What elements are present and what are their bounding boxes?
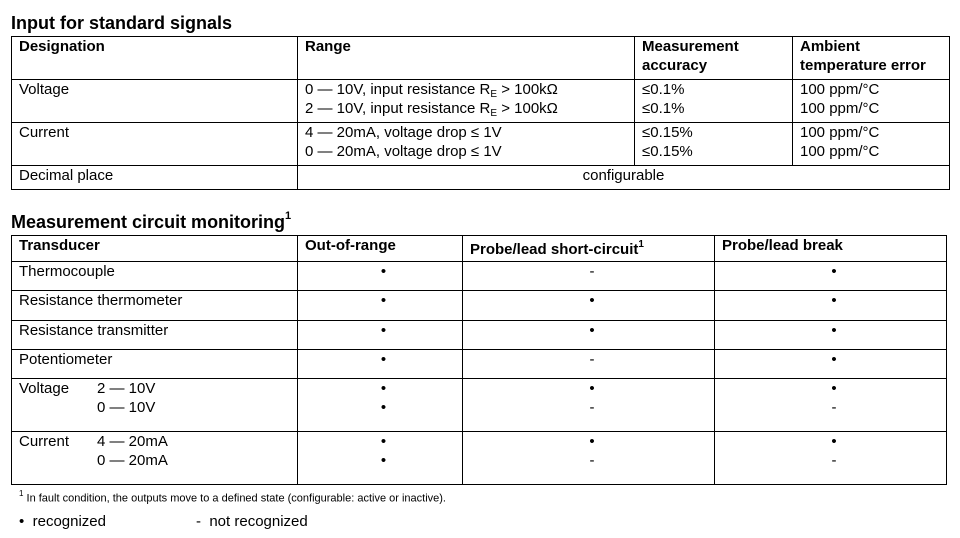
section-title-circuit-monitoring bbox=[11, 212, 291, 233]
current-accuracy-1: ≤0.15% bbox=[642, 124, 693, 141]
table-row bbox=[12, 291, 947, 321]
transducer-resistance-transmitter: Resistance transmitter bbox=[12, 321, 298, 350]
transducer-current bbox=[12, 432, 298, 485]
mark-out-of-range: • bbox=[380, 263, 387, 280]
header-designation: Designation bbox=[12, 37, 298, 80]
transducer-potentiometer: Potentiometer bbox=[12, 350, 298, 379]
cell-voltage-accuracy bbox=[635, 80, 793, 123]
standard-signals-table bbox=[11, 36, 950, 190]
footnote-ref: 1 bbox=[638, 239, 644, 250]
table-row bbox=[12, 321, 947, 350]
current-temp-2: 100 ppm/°C bbox=[800, 143, 880, 160]
cell-decimal-label: Decimal place bbox=[12, 166, 298, 190]
circuit-monitoring-table bbox=[11, 235, 947, 485]
transducer-thermocouple: Thermocouple bbox=[12, 262, 298, 291]
voltage-temp-2: 100 ppm/°C bbox=[800, 100, 880, 117]
mark-out-of-range: • bbox=[380, 292, 387, 309]
mark-short-circuit: - bbox=[589, 263, 595, 280]
cell-decimal-value: configurable bbox=[298, 166, 950, 190]
mark-lead-break: • bbox=[831, 292, 837, 309]
dash-symbol: - bbox=[196, 513, 201, 530]
mark-short-circuit: - bbox=[589, 351, 595, 368]
cell-current-temp bbox=[793, 123, 950, 166]
mark-short-circuit: • bbox=[589, 322, 595, 339]
footnote-text: In fault condition, the outputs move to a defined state (configurable: active or inactive). bbox=[26, 492, 446, 505]
transducer-resistance-thermometer: Resistance thermometer bbox=[12, 291, 298, 321]
table-row-decimal bbox=[12, 166, 950, 190]
section-title-text: Input for standard signals bbox=[11, 13, 233, 33]
legend-recognized bbox=[19, 513, 106, 530]
mark-out-of-range: • bbox=[380, 351, 387, 368]
mark-lead-break: • bbox=[831, 351, 837, 368]
voltage-subrange-2: 0 — 10V bbox=[97, 399, 156, 416]
footnote bbox=[19, 490, 446, 505]
voltage-range-1: 0 — 10V, input resistance $R_E > 100k\Omega$ bbox=[305, 81, 558, 100]
mark-out-of-range: • bbox=[380, 380, 387, 397]
mark-lead-break: • bbox=[831, 433, 837, 450]
cell-voltage-label: Voltage bbox=[12, 80, 298, 123]
table-row-current bbox=[12, 123, 950, 166]
table-row bbox=[12, 350, 947, 379]
table-row-voltage bbox=[12, 379, 947, 432]
header-temp-error: Ambient temperature error bbox=[793, 37, 950, 80]
voltage-accuracy-1: ≤0.1% bbox=[642, 81, 685, 98]
voltage-temp-1: 100 ppm/°C bbox=[800, 81, 880, 98]
current-subrange-2: 0 — 20mA bbox=[97, 452, 168, 469]
mark-out-of-range: • bbox=[380, 322, 387, 339]
section2-title-text: Measurement circuit monitoring bbox=[11, 212, 286, 232]
table-row-current bbox=[12, 432, 947, 485]
transducer-voltage bbox=[12, 379, 298, 432]
footnote-number: 1 bbox=[19, 489, 24, 498]
mark-lead-break: • bbox=[831, 380, 837, 397]
mark-out-of-range: • bbox=[380, 399, 387, 416]
mark-lead-break: • bbox=[831, 322, 837, 339]
header-lead-break: Probe/lead break bbox=[715, 236, 947, 262]
mark-short-circuit: - bbox=[589, 452, 595, 469]
header-out-of-range: Out-of-range bbox=[298, 236, 463, 262]
table-row bbox=[12, 262, 947, 291]
voltage-accuracy-2: ≤0.1% bbox=[642, 100, 685, 117]
current-subrange-1: 4 — 20mA bbox=[97, 433, 168, 450]
table-row-voltage bbox=[12, 80, 950, 123]
legend-not-recognized bbox=[196, 513, 308, 530]
mark-short-circuit: - bbox=[589, 399, 595, 416]
header-short-circuit: Probe/lead short-circuit$^1$ bbox=[463, 236, 715, 262]
cell-voltage-temp bbox=[793, 80, 950, 123]
current-accuracy-2: ≤0.15% bbox=[642, 143, 693, 160]
mark-short-circuit: • bbox=[589, 433, 595, 450]
bullet-symbol: • bbox=[19, 513, 25, 530]
current-range-2: 0 — 20mA, voltage drop ≤ 1V bbox=[305, 143, 502, 160]
table-header-row bbox=[12, 37, 950, 80]
footnote-ref: 1 bbox=[285, 210, 292, 222]
cell-current-label: Current bbox=[12, 123, 298, 166]
legend-recognized-label: recognized bbox=[32, 513, 106, 530]
voltage-label: Voltage bbox=[19, 380, 70, 397]
mark-out-of-range: • bbox=[380, 452, 387, 469]
header-accuracy: Measurement accuracy bbox=[635, 37, 793, 80]
current-label: Current bbox=[19, 433, 70, 450]
cell-voltage-range bbox=[298, 80, 635, 123]
voltage-range-2: 2 — 10V, input resistance $R_E > 100k\Omega$ bbox=[305, 100, 558, 119]
section-title-standard-signals bbox=[11, 13, 232, 34]
current-temp-1: 100 ppm/°C bbox=[800, 124, 880, 141]
cell-current-range bbox=[298, 123, 635, 166]
header-transducer: Transducer bbox=[12, 236, 298, 262]
header-range: Range bbox=[298, 37, 635, 80]
table-header-row bbox=[12, 236, 947, 262]
voltage-subrange-1: 2 — 10V bbox=[97, 380, 156, 397]
mark-short-circuit: • bbox=[589, 292, 595, 309]
current-range-1: 4 — 20mA, voltage drop ≤ 1V bbox=[305, 124, 502, 141]
mark-lead-break: - bbox=[831, 452, 837, 469]
mark-lead-break: - bbox=[831, 399, 837, 416]
mark-short-circuit: • bbox=[589, 380, 595, 397]
legend-not-recognized-label: not recognized bbox=[209, 513, 308, 530]
mark-lead-break: • bbox=[831, 263, 837, 280]
mark-out-of-range: • bbox=[380, 433, 387, 450]
cell-current-accuracy bbox=[635, 123, 793, 166]
